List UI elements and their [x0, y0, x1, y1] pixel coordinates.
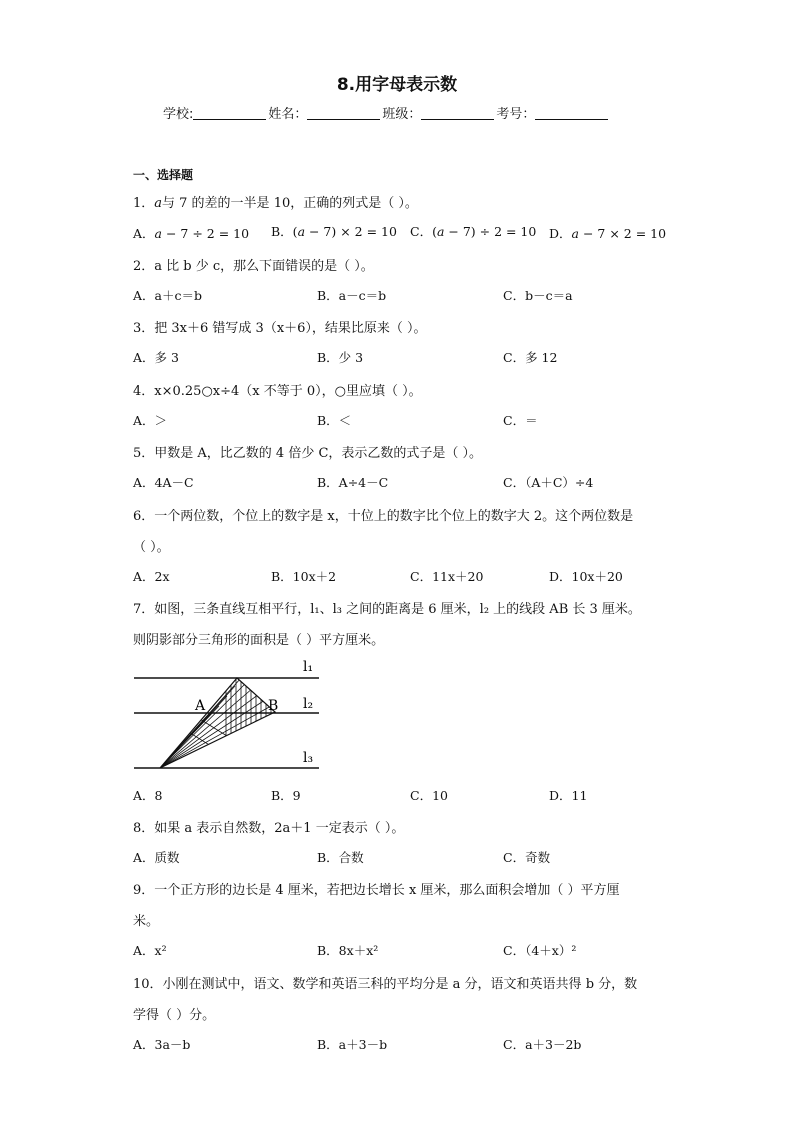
question-9: 9．一个正方形的边长是 4 厘米，若把边长增长 x 厘米，那么面积会增加（ ）平方厘	[133, 883, 620, 898]
question-6: 6．一个两位数，个位上的数字是 x，十位上的数字比个位上的数字大 2。这个两位数是	[133, 509, 634, 524]
q2-option-a[interactable]: A．a＋c＝b	[133, 288, 202, 303]
q9-option-c[interactable]: C．（4＋x）²	[503, 943, 577, 958]
question-1: 1．𝑎与 7 的差的一半是 10，正确的列式是（ ）。	[133, 196, 418, 211]
line-l3-label: l₃	[303, 750, 314, 766]
question-7-line-2: 则阴影部分三角形的面积是（ ）平方厘米。	[133, 633, 385, 648]
q10-option-a[interactable]: A．3a－b	[133, 1037, 191, 1052]
q1-option-d[interactable]: D．𝑎 − 7 × 2 = 10	[549, 226, 667, 241]
q5-option-a[interactable]: A．4A－C	[133, 475, 194, 490]
line-l2-label: l₂	[303, 696, 314, 712]
q7-option-d[interactable]: D．11	[549, 788, 588, 803]
q3-option-b[interactable]: B．少 3	[317, 350, 364, 365]
q10-option-b[interactable]: B．a＋3－b	[317, 1037, 388, 1052]
parallel-lines-diagram	[131, 656, 331, 776]
q5-option-b[interactable]: B．A÷4－C	[317, 475, 389, 490]
q9-option-b[interactable]: B．8x＋x²	[317, 943, 379, 958]
section-heading: 一、选择题	[133, 168, 194, 182]
triangle-outline	[160, 678, 275, 768]
question-10: 10．小刚在测试中，语文、数学和英语三科的平均分是 a 分，语文和英语共得 b 分，数	[133, 977, 638, 992]
q6-option-a[interactable]: A．2x	[133, 569, 170, 584]
student-info-line	[163, 103, 610, 122]
q4-option-b[interactable]: B．＜	[317, 413, 352, 428]
q7-option-b[interactable]: B．9	[271, 788, 301, 803]
class-label: 班级：	[382, 107, 422, 122]
q7-option-c[interactable]: C．10	[410, 788, 448, 803]
q6-option-b[interactable]: B．10x＋2	[271, 569, 337, 584]
point-a-label: A	[195, 698, 206, 714]
question-10-line-2: 学得（ ）分。	[133, 1008, 216, 1023]
exam-no-blank[interactable]	[535, 107, 608, 120]
question-2: 2．a 比 b 少 c，那么下面错误的是（ ）。	[133, 259, 374, 274]
q7-option-a[interactable]: A．8	[133, 788, 163, 803]
q4-option-a[interactable]: A．＞	[133, 413, 168, 428]
q9-option-a[interactable]: A．x²	[133, 943, 167, 958]
line-l1-label: l₁	[303, 659, 314, 675]
q3-option-a[interactable]: A．多 3	[133, 350, 179, 365]
page-title: 8.用字母表示数	[336, 75, 458, 95]
q6-option-d[interactable]: D．10x＋20	[549, 569, 623, 584]
q1-option-a[interactable]: A．𝑎 − 7 ÷ 2 = 10	[133, 226, 250, 241]
q5-option-c[interactable]: C．（A＋C）÷4	[503, 475, 594, 490]
question-9-line-2: 米。	[133, 914, 160, 929]
question-8: 8．如果 a 表示自然数，2a＋1 一定表示（ ）。	[133, 821, 405, 836]
question-5: 5．甲数是 A，比乙数的 4 倍少 C，表示乙数的式子是（ ）。	[133, 446, 483, 461]
point-b-label: B	[268, 698, 279, 714]
q8-option-b[interactable]: B．合数	[317, 850, 364, 865]
q2-option-b[interactable]: B．a－c＝b	[317, 288, 387, 303]
q1-option-b[interactable]: B．(𝑎 − 7) × 2 = 10	[271, 224, 397, 239]
q8-option-c[interactable]: C．奇数	[503, 850, 551, 865]
q2-option-c[interactable]: C．b－c＝a	[503, 288, 573, 303]
q3-option-c[interactable]: C．多 12	[503, 350, 558, 365]
q4-option-c[interactable]: C．＝	[503, 413, 538, 428]
school-label: 学校:	[163, 107, 194, 122]
question-6-line-2: （ ）。	[133, 540, 170, 555]
class-blank[interactable]	[421, 107, 494, 120]
exam-no-label: 考号：	[496, 107, 536, 122]
q1-option-c[interactable]: C．(𝑎 − 7) ÷ 2 = 10	[410, 224, 537, 239]
question-3: 3．把 3x＋6 错写成 3（x＋6），结果比原来（ ）。	[133, 321, 427, 336]
school-blank[interactable]	[193, 107, 266, 120]
question-4: 4．x×0.25○x÷4（x 不等于 0），○里应填（ ）。	[133, 384, 422, 399]
name-blank[interactable]	[307, 107, 380, 120]
q8-option-a[interactable]: A．质数	[133, 850, 180, 865]
name-label: 姓名：	[268, 107, 308, 122]
question-7: 7．如图，三条直线互相平行，l₁、l₃ 之间的距离是 6 厘米，l₂ 上的线段 AB 长 3 厘米。	[133, 602, 641, 617]
q6-option-c[interactable]: C．11x＋20	[410, 569, 484, 584]
q10-option-c[interactable]: C．a＋3－2b	[503, 1037, 582, 1052]
